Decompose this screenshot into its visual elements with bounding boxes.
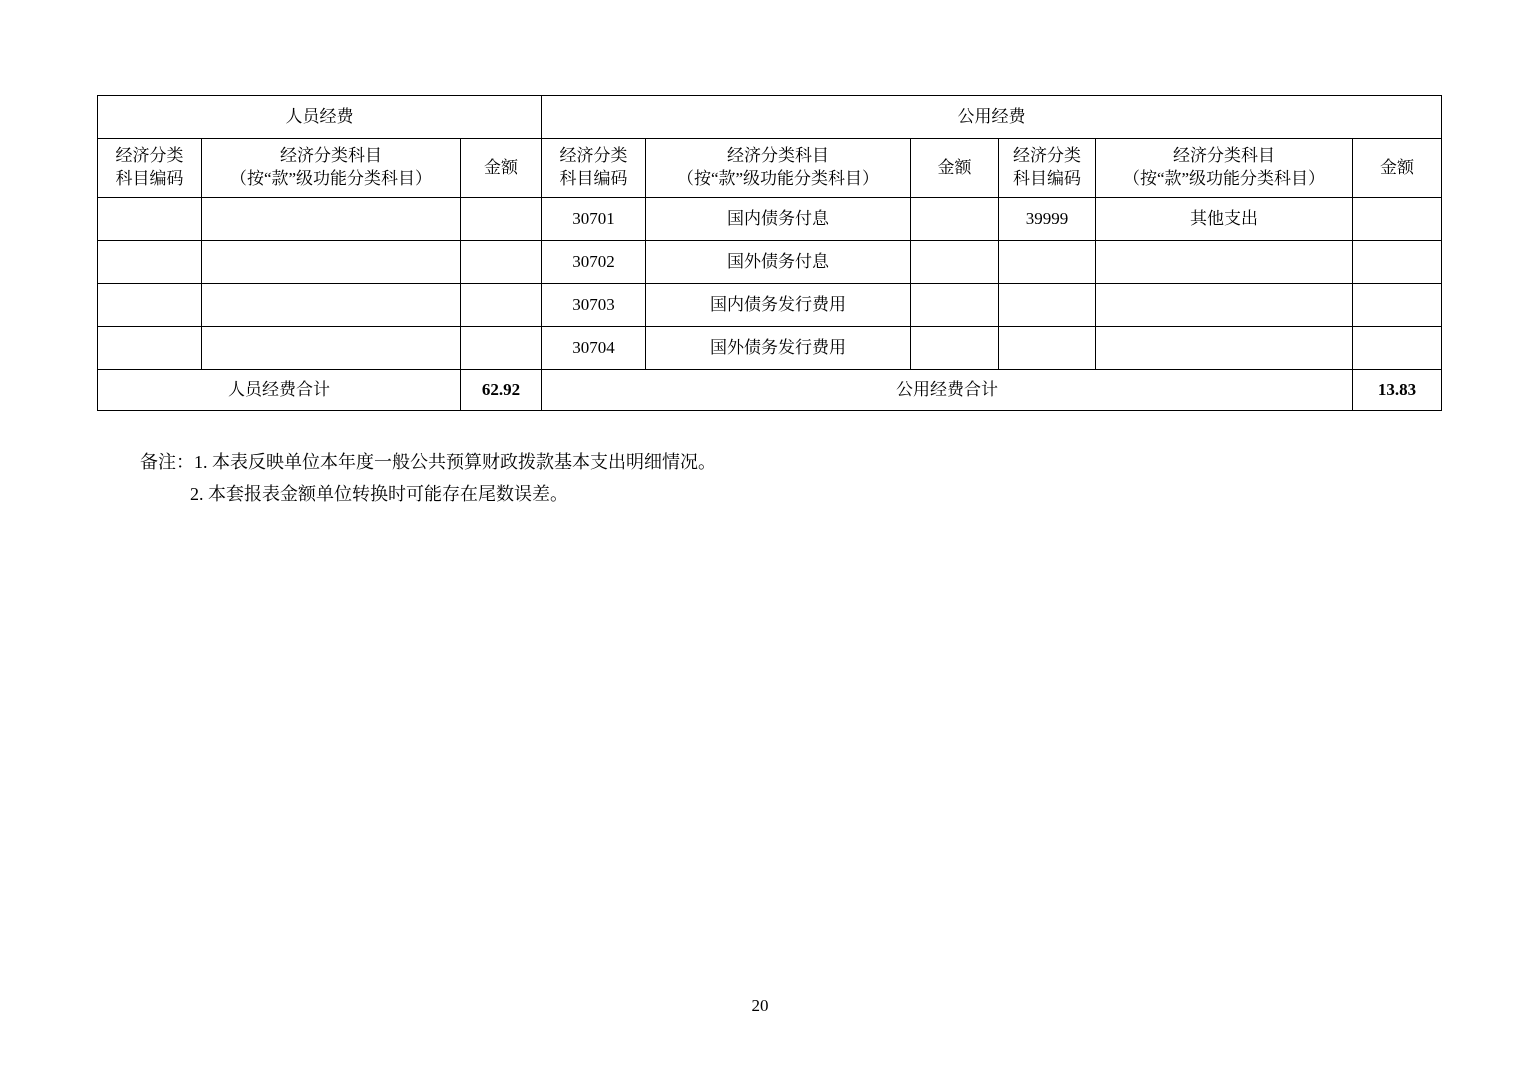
cell-public-amount-2 (1353, 198, 1442, 241)
cell-public-subject-2 (1096, 284, 1353, 327)
cell-public-code-2 (999, 327, 1096, 370)
cell-public-subject-1: 国内债务付息 (646, 198, 911, 241)
cell-public-subject-2 (1096, 327, 1353, 370)
cell-public-code-2: 39999 (999, 198, 1096, 241)
cell-public-amount-2 (1353, 327, 1442, 370)
cell-public-amount-2 (1353, 241, 1442, 284)
cell-personnel-subject (202, 284, 461, 327)
header-personnel-code: 经济分类 科目编码 (98, 139, 202, 198)
cell-public-subject-1: 国内债务发行费用 (646, 284, 911, 327)
cell-public-subject-2: 其他支出 (1096, 198, 1353, 241)
cell-personnel-subject (202, 198, 461, 241)
cell-public-amount-1 (911, 198, 999, 241)
table-row (98, 241, 1442, 284)
cell-personnel-code (98, 284, 202, 327)
cell-public-code-1: 30704 (542, 327, 646, 370)
header-public-code-1: 经济分类 科目编码 (542, 139, 646, 198)
header-personnel-subject: 经济分类科目 （按“款”级功能分类科目） (202, 139, 461, 198)
basic-expenditure-table (97, 95, 1442, 411)
page-number: 20 (751, 996, 769, 1015)
cell-personnel-code (98, 198, 202, 241)
cell-public-code-1: 30702 (542, 241, 646, 284)
cell-public-amount-1 (911, 284, 999, 327)
cell-personnel-subject (202, 327, 461, 370)
cell-public-amount-1 (911, 241, 999, 284)
header-public-subject-1: 经济分类科目 （按“款”级功能分类科目） (646, 139, 911, 198)
cell-public-code-1: 30701 (542, 198, 646, 241)
header-personnel-amount: 金额 (461, 139, 542, 198)
budget-table-container (97, 95, 1421, 411)
header-public-amount-2: 金额 (1353, 139, 1442, 198)
group-header-public: 公用经费 (542, 96, 1442, 139)
cell-personnel-amount (461, 284, 542, 327)
header-public-subject-2: 经济分类科目 （按“款”级功能分类科目） (1096, 139, 1353, 198)
total-label-public: 公用经费合计 (542, 370, 1353, 411)
table-group-header-row (98, 96, 1442, 139)
note-item-1: 1. 本表反映单位本年度一般公共预算财政拨款基本支出明细情况。 (194, 452, 716, 472)
total-label-personnel: 人员经费合计 (98, 370, 461, 411)
total-value-public: 13.83 (1353, 370, 1442, 411)
cell-public-code-1: 30703 (542, 284, 646, 327)
notes-label: 备注： (140, 452, 194, 472)
total-value-personnel: 62.92 (461, 370, 542, 411)
cell-personnel-code (98, 241, 202, 284)
cell-personnel-code (98, 327, 202, 370)
note-line-1 (140, 447, 716, 479)
cell-public-code-2 (999, 284, 1096, 327)
cell-personnel-amount (461, 241, 542, 284)
table-column-header-row (98, 139, 1442, 198)
table-row (98, 284, 1442, 327)
table-total-row (98, 370, 1442, 411)
cell-personnel-amount (461, 327, 542, 370)
note-line-2 (140, 479, 716, 511)
cell-public-amount-1 (911, 327, 999, 370)
notes-block (140, 447, 716, 510)
group-header-personnel: 人员经费 (98, 96, 542, 139)
header-public-code-2: 经济分类 科目编码 (999, 139, 1096, 198)
cell-personnel-amount (461, 198, 542, 241)
note-item-2: 2. 本套报表金额单位转换时可能存在尾数误差。 (190, 483, 568, 504)
cell-public-code-2 (999, 241, 1096, 284)
cell-public-subject-2 (1096, 241, 1353, 284)
cell-public-amount-2 (1353, 284, 1442, 327)
cell-public-subject-1: 国外债务付息 (646, 241, 911, 284)
table-row (98, 327, 1442, 370)
header-public-amount-1: 金额 (911, 139, 999, 198)
cell-public-subject-1: 国外债务发行费用 (646, 327, 911, 370)
table-row (98, 198, 1442, 241)
cell-personnel-subject (202, 241, 461, 284)
